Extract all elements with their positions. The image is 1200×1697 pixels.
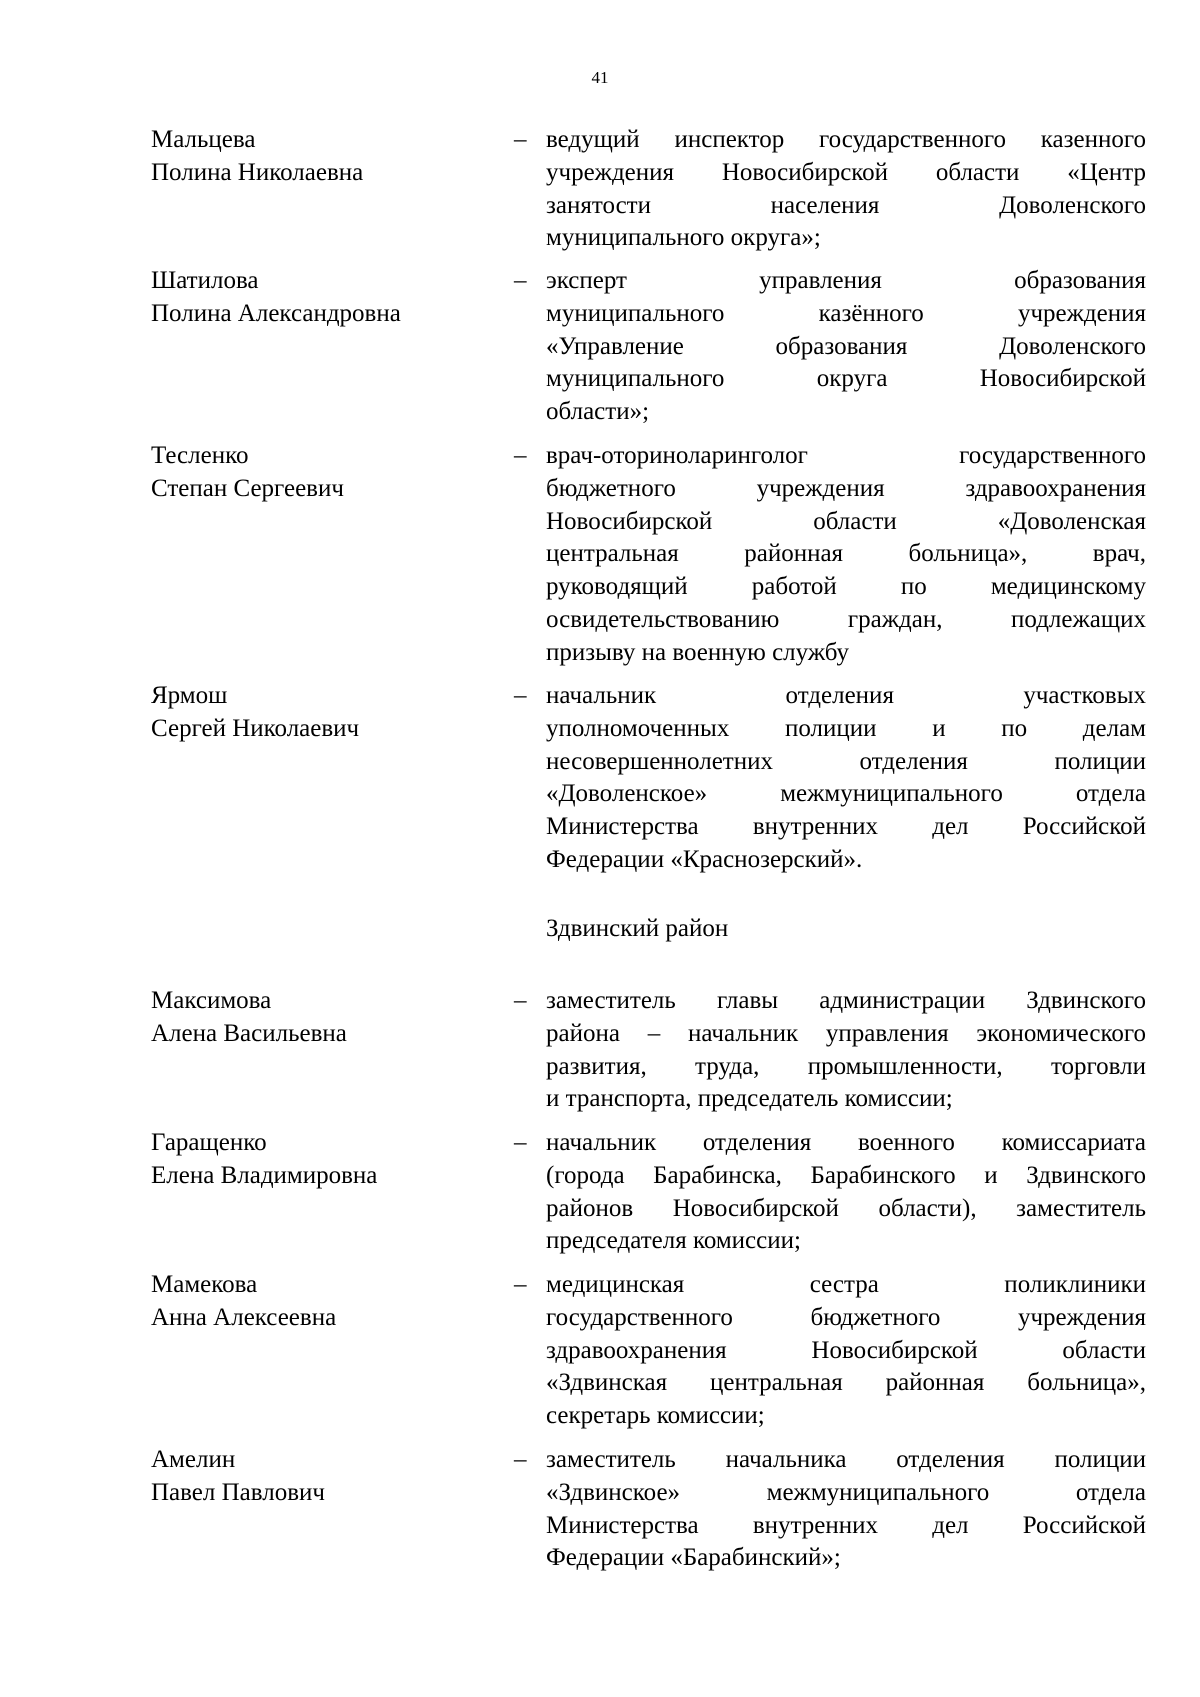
member-position [546, 1127, 1146, 1258]
member-surname: Гаращенко [151, 1129, 267, 1156]
member-surname: Мальцева [151, 126, 256, 153]
position-line: учреждения Новосибирской области «Центр [546, 158, 1146, 186]
separator-dash: – [514, 1271, 527, 1298]
member-name [151, 124, 481, 190]
position-line: муниципального округа Новосибирской [546, 365, 1146, 393]
separator-dash: – [514, 1129, 527, 1156]
position-line: «Управление образования Доволенского [546, 332, 1146, 360]
member-name [151, 680, 481, 746]
position-line: Министерства внутренних дел Российской [546, 813, 1146, 841]
separator-dash: – [514, 267, 527, 294]
position-line: ведущий инспектор государственного казенного [546, 126, 1146, 153]
member-surname: Мамекова [151, 1271, 258, 1298]
position-line: Министерства внутренних дел Российской [546, 1511, 1146, 1539]
position-line: руководящий работой по медицинскому [546, 573, 1146, 601]
member-given-names: Анна Алексеевна [151, 1303, 337, 1331]
position-line: муниципального округа»; [546, 224, 821, 252]
member-position [546, 1444, 1146, 1575]
position-line: заместитель начальника отделения полиции [546, 1446, 1146, 1473]
position-line: эксперт управления образования [546, 267, 1146, 294]
position-line: Федерации «Барабинский»; [546, 1544, 841, 1572]
position-line: занятости населения Доволенского [546, 191, 1146, 219]
member-surname: Тесленко [151, 442, 249, 469]
member-given-names: Алена Васильевна [151, 1019, 347, 1047]
member-position [546, 124, 1146, 255]
position-line: государственного бюджетного учреждения [546, 1303, 1146, 1331]
position-line: бюджетного учреждения здравоохранения [546, 474, 1146, 502]
position-line: секретарь комиссии; [546, 1402, 765, 1430]
member-surname: Амелин [151, 1446, 236, 1473]
member-name [151, 265, 481, 331]
member-given-names: Павел Павлович [151, 1478, 325, 1506]
member-position [546, 1269, 1146, 1433]
section-heading: Здвинский район [546, 915, 729, 942]
page-number: 41 [591, 68, 609, 87]
position-line: района – начальник управления экономического [546, 1019, 1146, 1047]
member-position [546, 440, 1146, 670]
position-line: заместитель главы администрации Здвинского [546, 987, 1146, 1014]
separator-dash: – [514, 126, 527, 153]
separator-dash: – [514, 987, 527, 1014]
position-line: центральная районная больница», врач, [546, 540, 1146, 568]
member-given-names: Елена Владимировна [151, 1161, 378, 1189]
member-given-names: Сергей Николаевич [151, 714, 360, 742]
position-line: и транспорта, председатель комиссии; [546, 1085, 953, 1113]
member-name [151, 1127, 481, 1193]
member-surname: Максимова [151, 987, 272, 1014]
position-line: «Здвинская центральная районная больница», [546, 1369, 1146, 1397]
position-line: медицинская сестра поликлиники [546, 1271, 1146, 1298]
position-line: развития, труда, промышленности, торговли [546, 1052, 1146, 1080]
member-position [546, 985, 1146, 1116]
separator-dash: – [514, 682, 527, 709]
position-line: муниципального казённого учреждения [546, 299, 1146, 327]
member-position [546, 680, 1146, 877]
member-surname: Ярмош [151, 682, 228, 709]
position-line: уполномоченных полиции и по делам [546, 714, 1146, 742]
position-line: районов Новосибирской области), заместитель [546, 1194, 1146, 1222]
member-given-names: Полина Александровна [151, 299, 401, 327]
position-line: председателя комиссии; [546, 1227, 801, 1255]
position-line: Федерации «Краснозерский». [546, 845, 863, 873]
member-name [151, 985, 481, 1051]
position-line: освидетельствованию граждан, подлежащих [546, 605, 1146, 633]
position-line: области»; [546, 398, 650, 426]
member-given-names: Степан Сергеевич [151, 474, 344, 502]
member-position [546, 265, 1146, 429]
position-line: призыву на военную службу [546, 638, 850, 666]
member-name [151, 1444, 481, 1510]
separator-dash: – [514, 1446, 527, 1473]
position-line: «Здвинское» межмуниципального отдела [546, 1478, 1146, 1506]
position-line: начальник отделения участковых [546, 682, 1146, 709]
position-line: здравоохранения Новосибирской области [546, 1336, 1146, 1364]
position-line: (города Барабинска, Барабинского и Здвинского [546, 1161, 1146, 1189]
position-line: начальник отделения военного комиссариата [546, 1129, 1146, 1156]
member-surname: Шатилова [151, 267, 259, 294]
position-line: врач-оториноларинголог государственного [546, 442, 1146, 469]
position-line: Новосибирской области «Доволенская [546, 507, 1146, 535]
position-line: «Доволенское» межмуниципального отдела [546, 780, 1146, 808]
member-name [151, 440, 481, 506]
position-line: несовершеннолетних отделения полиции [546, 747, 1146, 775]
member-name [151, 1269, 481, 1335]
separator-dash: – [514, 442, 527, 469]
member-given-names: Полина Николаевна [151, 158, 364, 186]
